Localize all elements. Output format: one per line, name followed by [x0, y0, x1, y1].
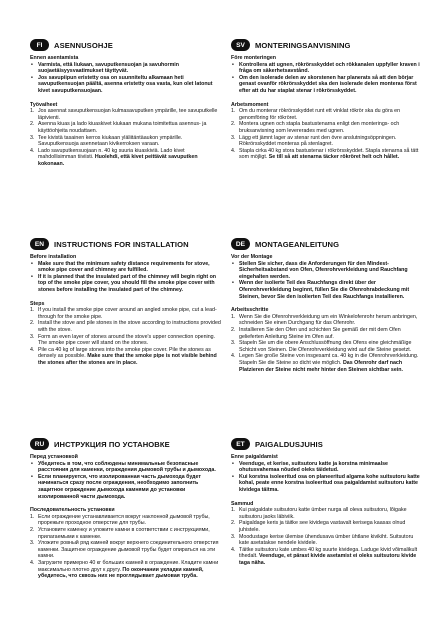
step-text: Lägg ett jämnt lager av stenar runt den övre anslutningsöppningen. Rökrörsskyddet monteras på stenlagret. [239, 134, 397, 148]
section-header [30, 38, 222, 52]
section-header [231, 437, 423, 451]
step-item [30, 108, 222, 121]
spacer [231, 95, 423, 101]
step-number: 3. [30, 540, 35, 547]
step-emphasis: По окончании укладки камней, убедитесь, что сквозь них не проглядывает дымовая труба. [38, 566, 204, 580]
step-number: 2. [30, 320, 35, 327]
step-number: 1. [231, 108, 236, 115]
step-text: Install the stove and pile stones in the stove according to instructions provided with the stove. [38, 320, 221, 333]
step-number: 2. [231, 326, 236, 333]
step-number: 1. [231, 507, 236, 514]
bullet-item: • Wenn der isolierte Teil des Rauchfangs direkt über der Ofenrohrverkleidung beginnt, füllen Sie die Ofenrohrabdeckung mit Steinen, bevor Sie den isolierten Teil des Rauchfangs installieren. [231, 280, 423, 300]
section-header [30, 237, 222, 251]
step-text: Lado savuputkensuojaan n. 40 kg suuria kiuaskiviä. Lado kivet mahdollisimman tiiviisti. [38, 147, 185, 161]
step-text: Installieren Sie den Ofen und schichten Sie gemäß der mit dem Ofen gelieferten Anleitung Steine im Ofen auf. [239, 326, 401, 340]
section-ru [30, 437, 222, 580]
step-item [30, 540, 222, 560]
step-text: Если ограждение устанавливается вокруг наклонной дымовой трубы, прорежьте проходное отверстие для трубы. [38, 513, 210, 527]
section-header [231, 237, 423, 251]
step-number: 4. [231, 546, 236, 553]
spacer [231, 300, 423, 306]
step-number: 3. [30, 134, 35, 141]
section-title: PAIGALDUSJUHIS [255, 439, 323, 449]
steps-heading: Arbetsmoment [231, 101, 269, 108]
step-item [231, 353, 423, 373]
section-sv [231, 38, 423, 161]
step-item [231, 327, 423, 340]
steps-heading: Sammud [231, 500, 254, 507]
steps-heading: Steps [30, 300, 45, 307]
step-item [30, 148, 222, 168]
step-item [231, 547, 423, 567]
bullet-item: • Kontrollera att ugnen, rökrörsskyddet och rökkanalen uppfyller kraven i fråga om säkerhetsavstånd. [231, 62, 423, 75]
section-header [231, 38, 423, 52]
section-et [231, 437, 423, 567]
step-emphasis: Make sure that the smoke pipe is not visible behind the stones after the stones are in place. [38, 353, 217, 366]
bullet-item: • Убедитесь в том, что соблюдены минимальные безопасные расстояния для каменки, ограждения дымовой трубы и дымохода. [30, 461, 222, 474]
step-text: Уложите ровный ряд камней вокруг верхнего соединительного отверстия каменки. Защитное ограждение дымовой трубы будет опираться на эти камни. [38, 540, 219, 560]
steps-list [30, 108, 222, 167]
section-title: INSTRUCTIONS FOR INSTALLATION [54, 239, 189, 249]
step-number: 4. [30, 346, 35, 353]
spacer [30, 95, 222, 101]
before-list [231, 62, 423, 95]
section-title: MONTERINGSANVISNING [255, 40, 351, 50]
section-en [30, 237, 222, 367]
step-text: Täitke suitsutoru kate umbes 40 kg suurte kividega. Laduge kivid võimalikult tihedalt. [239, 546, 418, 560]
before-heading: Ennen asentamista [30, 55, 79, 61]
step-text: Jos asennat savuputkensuojan kulmasavuputken ympärille, tee savuputkelle läpivienti. [38, 108, 218, 121]
section-title: ASENNUSOHJE [54, 40, 113, 50]
step-number: 3. [231, 533, 236, 540]
steps-list [231, 108, 423, 161]
step-item [30, 307, 222, 320]
step-item [231, 507, 423, 520]
step-item [231, 520, 423, 533]
step-number: 3. [231, 134, 236, 141]
step-item [231, 148, 423, 161]
step-text: If you install the smoke pipe cover around an angled smoke pipe, cut a lead-through for the smoke pipe. [38, 307, 217, 320]
bullet-item: • Jos savupiipun eristetty osa on suunniteltu alkamaan heti savuputkensuojan päältä, asenna eristetty osa vasta, kun olet latonut kivet savuputkensuojaan. [30, 75, 222, 95]
step-text: Legen Sie große Steine von insgesamt ca. 40 kg in die Ofenrohrverkleidung. Stapeln Sie die Steine so dicht wie möglich. [239, 353, 419, 366]
steps-list [231, 314, 423, 373]
bullet-item: • Kui korstna isoleeritud osa on planeeritud algama kohe suitsutoru katte kohal, peate enne korstna isoleeritud osa paigaldamist suitsutoru katte kividega täitma. [231, 474, 423, 494]
step-text: Tee kivistä tasainen kerros kiukaan yläliitäntäaukon ympärille. Savuputkensuoja asennetaan kivikerroksen varaan. [38, 134, 183, 148]
steps-heading: Arbeitsschritte [231, 307, 269, 314]
step-number: 3. [30, 333, 35, 340]
step-text: Form an even layer of stones around the stove's upper connection opening. The smoke pipe cover will stand on the stones. [38, 333, 216, 347]
before-heading: Перед установкой [30, 454, 78, 460]
step-number: 2. [30, 121, 35, 128]
spacer [231, 494, 423, 500]
step-text: Stapeln Sie um die obere Anschlussöffnung des Ofens eine gleichmäßige Schicht von Steinen. Die Ofenrohrverkleidung wird auf die Steine gesetzt. [239, 340, 412, 353]
step-emphasis: Veenduge, et pärast kivide asetamist ei oleks suitsutoru kivide taga näha. [239, 553, 417, 566]
bullet-item: • If it is planned that the insulated part of the chimney will begin right on top of the smoke pipe cover, you should fill the smoke pipe cover with stones before installing the insulated part of the chimney. [30, 274, 222, 294]
step-item [231, 534, 423, 547]
before-heading: Före monteringen [231, 55, 277, 61]
section-title: MONTAGEANLEITUNG [255, 239, 340, 249]
before-list [231, 461, 423, 494]
step-item [30, 135, 222, 148]
language-badge: RU [30, 438, 49, 450]
bullet-item: • Varmista, että liukaan, savuputkensuojan ja savuhormin suojaetäisyysvaatimukset täyttyvät. [30, 62, 222, 75]
step-item [30, 514, 222, 527]
step-number: 4. [231, 147, 236, 154]
steps-list [30, 514, 222, 580]
before-list [30, 62, 222, 95]
spacer [30, 294, 222, 300]
step-item [30, 347, 222, 367]
bullet-item: • Если планируется, что изолированная часть дымохода будет начинаться сразу после ограждения, необходимо заполнить защитное ограждение дымохода камнями до установки изолированной части дымохода. [30, 474, 222, 500]
step-item [30, 560, 222, 580]
spacer [30, 500, 222, 506]
bullet-item: • Om den isolerade delen av skorstenen har planerats så att den börjar genast ovanför rökrörsskyddet ska den isolerade delen monteras först efter att du har staplat stenar i rökrörsskyddet. [231, 75, 423, 95]
step-text: Asenna kiuas ja lado kiuaskivet kiukaan mukana toimitettua asennus- ja käyttöohjeita noudattaen. [38, 121, 207, 134]
before-heading: Before installation [30, 254, 77, 260]
steps-heading: Työvaiheet [30, 101, 58, 108]
before-list [231, 261, 423, 301]
step-item [231, 121, 423, 134]
section-fi [30, 38, 222, 168]
before-list [30, 461, 222, 501]
language-badge: ET [231, 438, 250, 450]
before-heading: Enne paigaldamist [231, 454, 278, 460]
step-item [231, 135, 423, 148]
step-text: Paigaldage keris ja täitke see kividega vastavalt kerisega kaasas olnud juhistele. [239, 520, 406, 533]
steps-list [231, 507, 423, 566]
step-item [231, 340, 423, 353]
step-emphasis: Se till så att stenarna täcker rökröret helt och hållet. [268, 154, 400, 161]
language-badge: FI [30, 39, 49, 51]
step-number: 4. [231, 353, 236, 360]
step-item [231, 108, 423, 121]
language-badge: EN [30, 238, 49, 250]
step-text: Om du monterar rökrörsskyddet runt ett vinklat rökrör ska du göra en genomföring för rökröret. [239, 108, 401, 121]
step-text: Stapla cirka 40 kg stora bastustenar i rökrörsskyddet. Stapla stenarna så tätt som möjligt. [239, 147, 419, 161]
step-item [30, 121, 222, 134]
step-text: Загрузите примерно 40 кг больших камней в ограждение. Кладите камни максимально плотно друг к другу. [38, 559, 219, 573]
step-emphasis: Das Ofenrohr darf nach Platzieren der Steine nicht mehr hinter den Steinen sichtbar sein. [239, 359, 403, 373]
language-badge: DE [231, 238, 250, 250]
steps-heading: Последовательность установки [30, 507, 115, 514]
step-item [231, 314, 423, 327]
step-emphasis: Huolehdi, että kivet peittävät savuputken kokonaan. [38, 154, 198, 167]
language-badge: SV [231, 39, 250, 51]
bullet-item: • Make sure that the minimum safety distance requirements for stove, smoke pipe cover and chimney are fulfilled. [30, 261, 222, 274]
step-number: 1. [30, 307, 35, 314]
section-title: ИНСТРУКЦИЯ ПО УСТАНОВКЕ [54, 439, 170, 449]
step-number: 1. [30, 513, 35, 520]
step-number: 4. [30, 147, 35, 154]
step-number: 4. [30, 559, 35, 566]
bullet-item: • Stellen Sie sicher, dass die Anforderungen für den Mindest-Sicherheitsabstand von Ofen, Ofenrohrverkleidung und Rauchfang eingehalten werden. [231, 261, 423, 281]
step-number: 3. [231, 340, 236, 347]
step-text: Установите каменку и уложите камни в соответствии с инструкциями, прилагаемыми к каменке. [38, 526, 210, 540]
step-text: Pile ca 40 kg of large stones into the smoke pipe cover. Pile the stones as densely as possible. [38, 346, 211, 360]
step-number: 2. [231, 520, 236, 527]
step-text: Moodustage kerise ülemise ühendusava ümber ühtlane kivikiht. Suitsutoru kate asetatakse nendele kividele. [239, 533, 414, 547]
step-item [30, 320, 222, 333]
step-text: Montera ugnen och stapla bastustenarna enligt den monterings- och bruksanvisning som levererades med ugnen. [239, 121, 400, 134]
steps-list [30, 307, 222, 366]
step-item [30, 334, 222, 347]
step-number: 2. [231, 121, 236, 128]
step-number: 2. [30, 526, 35, 533]
step-number: 1. [30, 108, 35, 115]
step-text: Wenn Sie die Ofenrohrverkleidung um ein Winkelofenrohr herum anbringen, schneiden Sie einen Durchgang für das Ofenrohr. [239, 313, 418, 327]
before-heading: Vor der Montage [231, 254, 273, 260]
step-item [30, 527, 222, 540]
section-header [30, 437, 222, 451]
step-number: 1. [231, 313, 236, 320]
step-text: Kui paigaldate suitsutoru katte ümber nurga all oleva suitsutoru, lõigake suitsutoru jaoks läbiviik. [239, 507, 407, 520]
section-de [231, 237, 423, 373]
before-list [30, 261, 222, 294]
bullet-item: • Veenduge, et kerise, suitsutoru katte ja korstna minimaalse ohutusvahemaa nõuded oleks täidetud. [231, 461, 423, 474]
